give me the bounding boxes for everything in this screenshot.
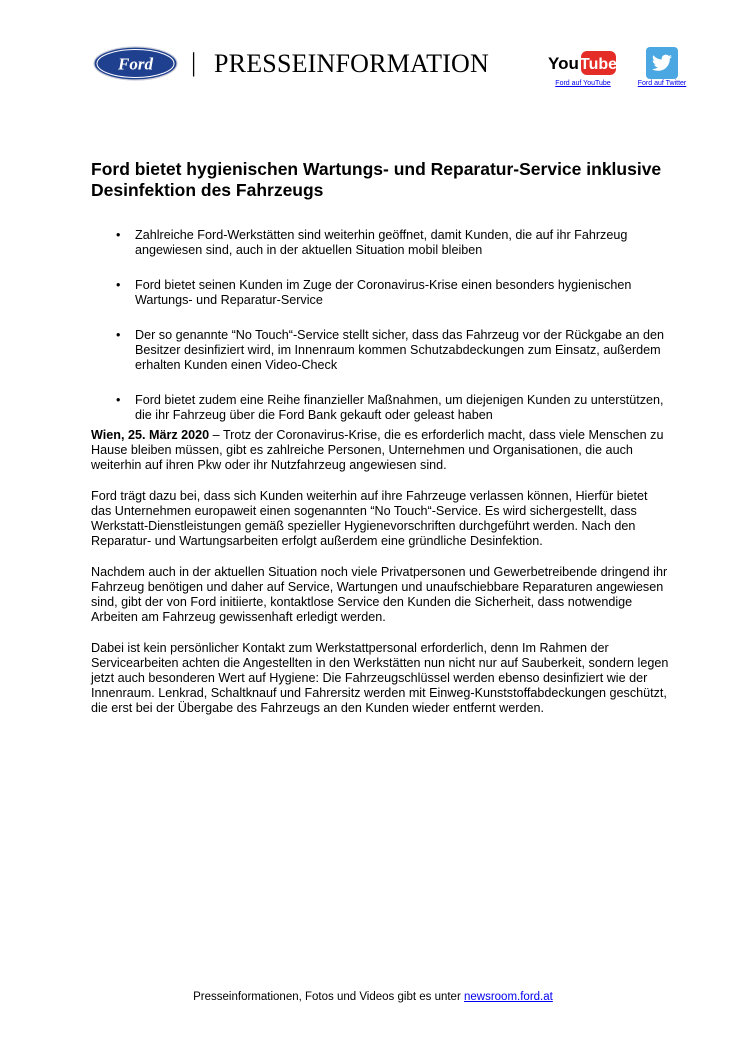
bullet-text: Ford bietet zudem eine Reihe finanzieller Maßnahmen, um diejenigen Kunden zu unterstützen, die ihr Fahrzeug über die Ford Bank gekauft oder geleast haben	[135, 393, 664, 422]
paragraph-1	[91, 428, 671, 473]
paragraph-2: Ford trägt dazu bei, dass sich Kunden weiterhin auf ihre Fahrzeuge verlassen können, Hierfür bietet das Unternehmen europaweit einen sogenannten “No Touch“-Service. Es wird sichergestellt, dass Werkstatt-Dienstleistungen gemäß spezieller Hygienevorschriften durchgeführt werden. Nach den Reparatur- und Wartungsarbeiten erfolgt außerdem eine gründliche Desinfektion.	[91, 489, 648, 548]
bullet-text: Ford bietet seinen Kunden im Zuge der Coronavirus-Krise einen besonders hygienischen Wartungs- und Reparatur-Service	[135, 278, 632, 307]
dateline: Wien, 25. März 2020	[91, 428, 210, 442]
twitter-icon[interactable]	[646, 47, 678, 79]
bullet-item	[91, 278, 671, 308]
youtube-you-text: You	[548, 54, 579, 73]
ford-logo-text: Ford	[118, 54, 153, 74]
paragraph-4: Dabei ist kein persönlicher Kontakt zum Werkstattpersonal erforderlich, denn Im Rahmen der Servicearbeiten achten die Angestellten in den Werkstätten nun nicht nur auf Sauberkeit, sondern legen jetzt auch besonderen Wert auf Hygiene: Die Fahrzeugschlüssel werden ebenso desinfiziert wie der Innenraum. Lenkrad, Schaltknauf und Fahrersitz werden mit Einweg-Kunststoffabdeckungen geschützt, die erst bei der Übergabe des Fahrzeugs an den Kunden wieder entfernt werden.	[91, 641, 669, 715]
press-title: PRESSEINFORMATION	[214, 49, 490, 78]
page-footer	[0, 990, 746, 1004]
bullet-text: Der so genannte “No Touch“-Service stellt sicher, dass das Fahrzeug vor der Rückgabe an den Besitzer desinfiziert wird, im Innenraum kommen Schutzabdeckungen zum Einsatz, außerdem erhalten Kunden einen Video-Check	[135, 328, 664, 372]
paragraph-1-text: – Trotz der Coronavirus-Krise, die es erforderlich macht, dass viele Menschen zu Hause bleiben müssen, gibt es zahlreiche Personen, Unternehmen und Organisationen, die auch weiterhin auf ihren Pkw oder ihr Nutzfahrzeug angewiesen sind.	[91, 428, 664, 472]
bullet-symbol: •	[116, 393, 121, 407]
twitter-link[interactable]: Ford auf Twitter	[637, 80, 687, 87]
youtube-icon[interactable]	[547, 48, 617, 78]
bullet-item	[91, 393, 671, 423]
bullet-symbol: •	[116, 328, 121, 342]
bullet-list	[91, 228, 671, 443]
youtube-tube-text: Tube	[579, 56, 617, 73]
page-header	[0, 0, 746, 110]
headline: Ford bietet hygienischen Wartungs- und Reparatur-Service inklusive Desinfektion des Fahrzeugs	[91, 159, 662, 200]
paragraph-3: Nachdem auch in der aktuellen Situation noch viele Privatpersonen und Gewerbetreibende dringend ihr Fahrzeug benötigen und daher auf Service, Wartungen und unaufschiebbare Reparaturen angewiesen sind, gibt der von Ford initiierte, kontaktlose Service den Kunden die Sicherheit, dass notwendige Arbeiten am Fahrzeug gewissenhaft erledigt werden.	[91, 565, 668, 624]
article-body	[91, 428, 671, 732]
youtube-link[interactable]: Ford auf YouTube	[555, 80, 611, 87]
bullet-item	[91, 328, 671, 373]
header-separator: |	[191, 48, 197, 77]
bullet-symbol: •	[116, 278, 121, 292]
bullet-item	[91, 228, 671, 258]
bullet-symbol: •	[116, 228, 121, 242]
footer-text: Presseinformationen, Fotos und Videos gibt es unter	[193, 991, 464, 1003]
newsroom-link[interactable]: newsroom.ford.at	[463, 991, 553, 1003]
bullet-text: Zahlreiche Ford-Werkstätten sind weiterhin geöffnet, damit Kunden, die auf ihr Fahrzeug angewiesen sind, auch in der aktuellen Situation mobil bleiben	[135, 228, 628, 257]
ford-logo	[93, 46, 178, 81]
